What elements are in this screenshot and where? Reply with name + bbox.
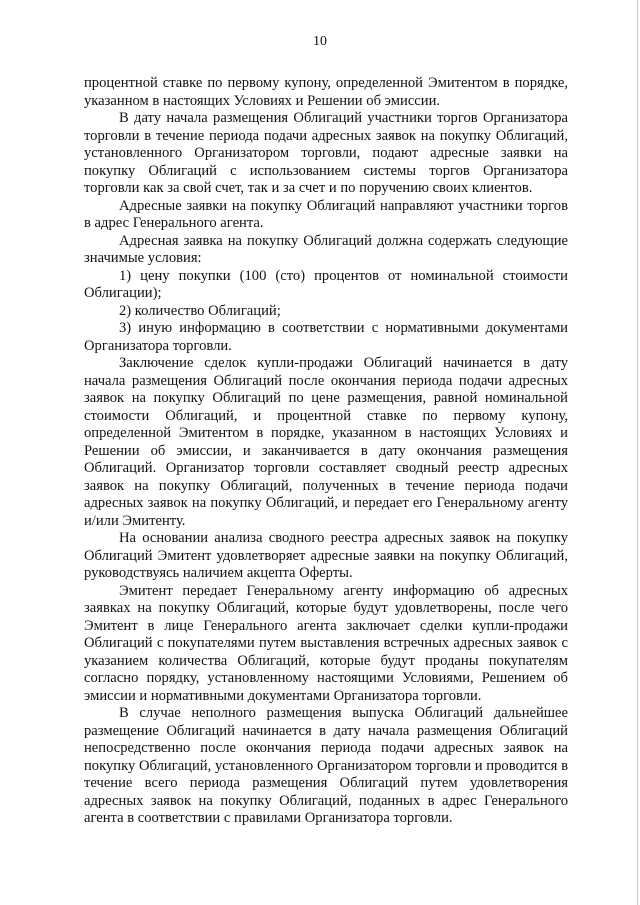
- list-item-quantity: 2) количество Облигаций;: [119, 302, 281, 319]
- paragraph-start-date-bids: В дату начала размещения Облигаций участники торгов Организатора торговли в течение периода подачи адресных заявок на покупку Облигаций, установленного Организатором торговли, подают адресные заявки на покупку Облигаций с использованием системы торгов Организатора торговли как за свой счет, так и за счет и по поручению своих клиентов.: [84, 110, 568, 196]
- paragraph-continuation: процентной ставке по первому купону, определенной Эмитентом в порядке, указанном в настоящих Условиях и Решении об эмиссии.: [84, 75, 568, 109]
- list-item-other-info: 3) иную информацию в соответствии с нормативными документами Организатора торговли.: [84, 320, 568, 354]
- paragraph-bids-address: Адресные заявки на покупку Облигаций направляют участники торгов в адрес Генерального агента.: [84, 197, 568, 231]
- page-number: 10: [313, 34, 327, 49]
- paragraph-agent-information: Эмитент передает Генеральному агенту информацию об адресных заявках на покупку Облигаций, которые будут удовлетворены, после чего Эмитент в лице Генерального агента заключает сделки купли-продажи Облигаций с покупателями путем выставления встречных адресных заявок с указанием количества Облигаций, которые будут проданы покупателям согласно порядку, установленному настоящими Условиями, Решением об эмиссии и нормативными документами Организатора торговли.: [84, 582, 568, 704]
- document-body: [84, 75, 568, 828]
- paragraph-registry-analysis: На основании анализа сводного реестра адресных заявок на покупку Облигаций Эмитент удовлетворяет адресные заявки на покупку Облигаций, руководствуясь наличием акцепта Оферты.: [84, 530, 568, 581]
- paragraph-deal-conclusion: Заключение сделок купли-продажи Облигаций начинается в дату начала размещения Облигаций после окончания периода подачи адресных заявок на покупку Облигаций по цене размещения, равной номинальной стоимости Облигаций, и процентной ставке по первому купону, определенной Эмитентом в порядке, указанном в настоящих Условиях и Решении об эмиссии, и заканчивается в дату окончания размещения Облигаций. Организатор торговли составляет сводный реестр адресных заявок на покупку Облигаций, полученных в течение периода подачи адресных заявок на покупку Облигаций, и передает его Генеральному агенту и/или Эмитенту.: [84, 355, 568, 529]
- paragraph-incomplete-placement: В случае неполного размещения выпуска Облигаций дальнейшее размещение Облигаций начинается в дату начала размещения Облигаций непосредственно после окончания периода подачи адресных заявок на покупку Облигаций, установленного Организатором торговли и проводится в течение всего периода размещения Облигаций путем удовлетворения адресных заявок на покупку Облигаций, поданных в адрес Генерального агента в соответствии с правилами Организатора торговли.: [84, 705, 568, 826]
- list-item-price: 1) цену покупки (100 (сто) процентов от номинальной стоимости Облигации);: [84, 267, 568, 301]
- paragraph-bid-conditions: Адресная заявка на покупку Облигаций должна содержать следующие значимые условия:: [84, 232, 568, 266]
- page-edge-line: [637, 0, 638, 905]
